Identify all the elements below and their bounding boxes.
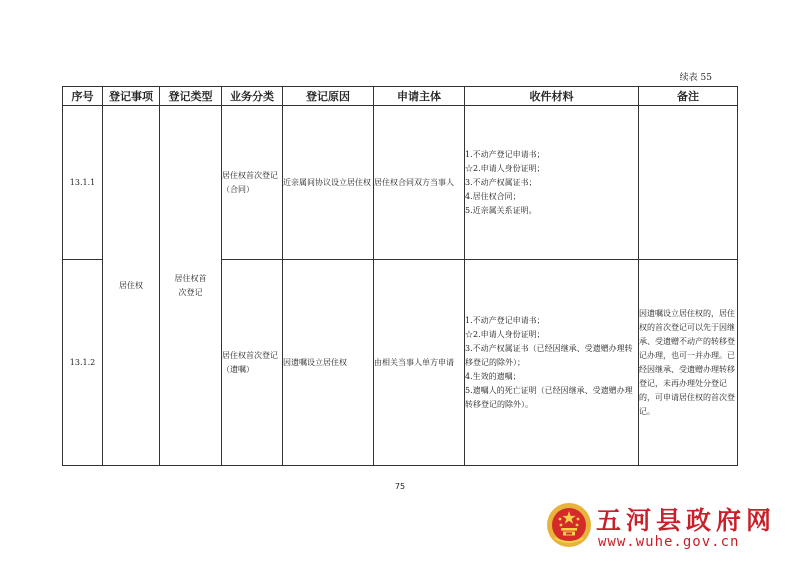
page-number: 75 (394, 482, 406, 491)
row-index: 13.1.2 (63, 260, 103, 466)
header-reason: 登记原因 (283, 87, 374, 106)
material-item: 3.不动产权属证书； (465, 177, 537, 187)
registration-reason: 近亲属间协议设立居住权 (283, 106, 374, 260)
registration-item: 居住权 (103, 106, 160, 466)
material-item: 5.遗嘱人的死亡证明（已经因继承、受遗赠办理转移登记的除外）。 (465, 385, 633, 409)
materials-cell (465, 260, 639, 466)
header-remarks: 备注 (639, 87, 738, 106)
material-item: 3.不动产权属证书（已经因继承、受遗赠办理转移登记的除外）； (465, 343, 633, 367)
material-item: 1.不动产登记申请书； (465, 315, 545, 325)
remarks: 因遗嘱设立居住权的，居住权的首次登记可以先于因继承、受遗赠不动产的转移登记办理，也可一并办理。已经因继承、受遗赠办理转移登记，未再办理处分登记的，可申请居住权的首次登记。 (639, 260, 738, 466)
remarks (639, 106, 738, 260)
material-item: 5.近亲属关系证明。 (465, 205, 537, 215)
header-business: 业务分类 (222, 87, 283, 106)
watermark-url: www.wuhe.gov.cn (598, 534, 740, 550)
header-materials: 收件材料 (465, 87, 639, 106)
row-index: 13.1.1 (63, 106, 103, 260)
header-type: 登记类型 (160, 87, 222, 106)
applicant: 由相关当事人单方申请 (374, 260, 465, 466)
business-category: 居住权首次登记（合同） (222, 106, 283, 260)
header-item: 登记事项 (103, 87, 160, 106)
material-item: 1.不动产登记申请书； (465, 149, 545, 159)
business-category: 居住权首次登记（遗嘱） (222, 260, 283, 466)
applicant: 居住权合同双方当事人 (374, 106, 465, 260)
header-applicant: 申请主体 (374, 87, 465, 106)
materials-cell (465, 106, 639, 260)
registration-type (160, 106, 222, 466)
material-item: 4.居住权合同； (465, 191, 521, 201)
table-header-row (63, 87, 738, 106)
registration-type-text: 居住权首次登记 (174, 273, 207, 297)
national-emblem-icon (546, 502, 592, 548)
registration-reason: 因遗嘱设立居住权 (283, 260, 374, 466)
header-index: 序号 (63, 87, 103, 106)
watermark-logo[interactable] (540, 498, 795, 558)
registration-table (62, 86, 738, 466)
table-row (63, 106, 738, 260)
continuation-label: 续表 55 (679, 73, 712, 83)
material-item: 4.生效的遗嘱； (465, 371, 521, 381)
material-item: ☆2.申请人身份证明； (465, 163, 545, 173)
material-item: ☆2.申请人身份证明； (465, 329, 545, 339)
watermark-title: 五河县政府网 (596, 506, 777, 535)
